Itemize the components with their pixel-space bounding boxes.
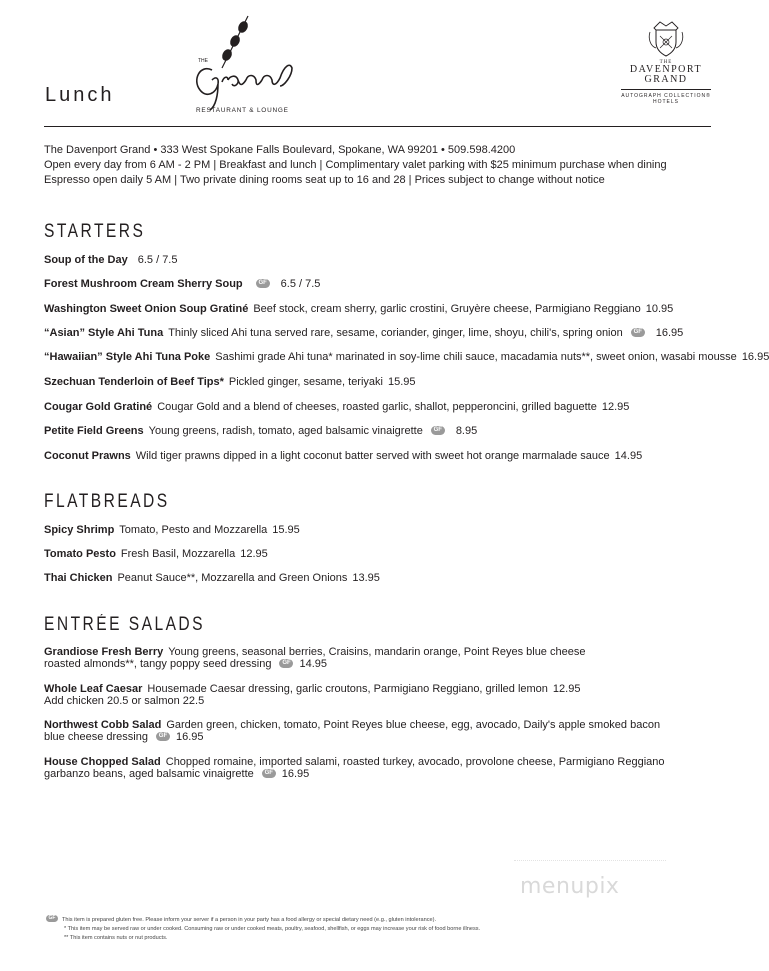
- item-price: 10.95: [645, 303, 674, 315]
- watermark-text: menupix: [520, 874, 620, 899]
- grand-logo-subtitle: RESTAURANT & LOUNGE: [196, 107, 289, 114]
- menu-item: [44, 401, 629, 413]
- menu-item: [44, 524, 300, 536]
- item-name: Spicy Shrimp: [44, 524, 115, 536]
- menu-item: [44, 327, 683, 339]
- item-description: Chopped romaine, imported salami, roasted turkey, avocado, provolone cheese, Parmigiano Reggiano: [165, 756, 665, 768]
- item-description: Tomato, Pesto and Mozzarella: [119, 524, 268, 536]
- davenport-grand-logo: [618, 18, 714, 120]
- item-name: Coconut Prawns: [44, 450, 131, 462]
- item-description-line2: garbanzo beans, aged balsamic vinaigrette: [44, 768, 254, 780]
- item-description: Pickled ginger, sesame, teriyaki: [228, 376, 383, 388]
- info-address: The Davenport Grand • 333 West Spokane Falls Boulevard, Spokane, WA 99201 • 509.598.4200: [44, 144, 516, 156]
- item-price: 12.95: [601, 401, 630, 413]
- hotel-logo-line2: GRAND: [644, 74, 688, 85]
- item-addons: Add chicken 20.5 or salmon 22.5: [44, 695, 205, 707]
- footnote-raw: * This item may be served raw or under cooked. Consuming raw or under cooked meats, poultry, seafood, shellfish, or eggs may increase your risk of food borne illness.: [64, 926, 481, 932]
- hotel-logo-hotels: HOTELS: [652, 99, 679, 105]
- menu-item: [44, 425, 477, 437]
- item-description: Wild tiger prawns dipped in a light coconut batter served with sweet hot orange marmalade sauce: [135, 450, 610, 462]
- item-price: 12.95: [240, 548, 268, 560]
- item-description: Cougar Gold and a blend of cheeses, roasted garlic, shallot, pepperoncini, grilled baguette: [157, 401, 597, 413]
- menu-item: [44, 303, 673, 315]
- footnote-nuts: ** This item contains nuts or nut products.: [64, 935, 168, 941]
- gluten-free-icon: GF: [156, 732, 170, 741]
- info-hours: Open every day from 6 AM - 2 PM | Breakfast and lunch | Complimentary valet parking with $25 minimum purchase when dining: [44, 159, 667, 171]
- menu-item: [44, 278, 320, 290]
- item-description-continued: [44, 768, 665, 780]
- item-description: Thinly sliced Ahi tuna served rare, sesame, coriander, ginger, lime, shoyu, chili's, spring onion: [168, 327, 623, 339]
- item-price: 16.95: [175, 731, 204, 743]
- item-description: Young greens, radish, tomato, aged balsamic vinaigrette: [148, 425, 423, 437]
- info-espresso: Espresso open daily 5 AM | Two private dining rooms seat up to 16 and 28 | Prices subject to change without notice: [44, 174, 605, 186]
- section-title-starters: STARTERS: [44, 221, 146, 242]
- hotel-logo-divider: [621, 89, 711, 90]
- menu-item: [44, 572, 380, 584]
- hotel-logo-line1: DAVENPORT: [629, 64, 703, 75]
- item-name: Tomato Pesto: [44, 548, 116, 560]
- section-title-flatbreads: FLATBREADS: [44, 491, 170, 512]
- gluten-free-icon: GF: [631, 328, 645, 337]
- restaurant-info: [44, 143, 711, 188]
- section-title-entree-salads: ENTRÉE SALADS: [44, 614, 205, 635]
- item-name: Forest Mushroom Cream Sherry Soup: [44, 278, 243, 290]
- item-description: Housemade Caesar dressing, garlic croutons, Parmigiano Reggiano, grilled lemon: [147, 683, 548, 695]
- item-description: Fresh Basil, Mozzarella: [120, 548, 236, 560]
- item-name: Washington Sweet Onion Soup Gratiné: [44, 303, 249, 315]
- item-name: Cougar Gold Gratiné: [44, 401, 153, 413]
- grand-restaurant-logo: [186, 10, 316, 116]
- menu-item: [44, 450, 642, 462]
- item-description-line2: roasted almonds**, tangy poppy seed dressing: [44, 658, 272, 670]
- gluten-free-icon: GF: [279, 659, 293, 668]
- gluten-free-icon: GF: [46, 915, 58, 922]
- item-price: 6.5 / 7.5: [137, 254, 178, 266]
- header-divider: [44, 126, 711, 127]
- item-name: Northwest Cobb Salad: [44, 719, 162, 731]
- item-price: 16.95: [281, 768, 310, 780]
- item-price: 15.95: [272, 524, 300, 536]
- menu-item: [44, 756, 665, 780]
- menu-footnotes: [46, 916, 480, 943]
- menu-item: [44, 376, 416, 388]
- menu-item: [44, 254, 178, 266]
- item-description: Sashimi grade Ahi tuna* marinated in soy-lime chili sauce, macadamia nuts**, sweet onion, wasabi mousse: [215, 351, 737, 363]
- footnote-gluten-free: [46, 916, 480, 925]
- item-name: “Hawaiian” Style Ahi Tuna Poke: [44, 351, 211, 363]
- hotel-crest-icon: [646, 18, 686, 58]
- item-price: 16.95: [741, 351, 769, 363]
- gluten-free-icon: GF: [431, 426, 445, 435]
- watermark-dotted-line: [514, 860, 666, 861]
- item-name: Szechuan Tenderloin of Beef Tips*: [44, 376, 224, 388]
- item-price: 14.95: [299, 658, 328, 670]
- menu-item: [44, 548, 268, 560]
- hotel-logo-collection: AUTOGRAPH COLLECTION®: [621, 93, 711, 99]
- item-price: 6.5 / 7.5: [280, 278, 321, 290]
- hotel-logo-the: THE: [659, 60, 673, 65]
- item-description-line2: blue cheese dressing: [44, 731, 148, 743]
- item-description: Peanut Sauce**, Mozzarella and Green Onions: [117, 572, 348, 584]
- item-price: 15.95: [387, 376, 416, 388]
- item-name: “Asian” Style Ahi Tuna: [44, 327, 164, 339]
- item-name: Whole Leaf Caesar: [44, 683, 143, 695]
- item-name: House Chopped Salad: [44, 756, 161, 768]
- menu-title: Lunch: [45, 84, 115, 106]
- item-price: 8.95: [455, 425, 478, 437]
- item-price: 12.95: [552, 683, 581, 695]
- grand-logo-the: THE: [198, 58, 208, 64]
- gluten-free-icon: GF: [256, 279, 270, 288]
- item-price: 13.95: [352, 572, 380, 584]
- item-description: Young greens, seasonal berries, Craisins, mandarin orange, Point Reyes blue cheese: [168, 646, 586, 658]
- item-name: Petite Field Greens: [44, 425, 144, 437]
- footnote-gf-text: This item is prepared gluten free. Please inform your server if a person in your party has a food allergy or special dietary need (e.g., gluten intolerance).: [62, 917, 437, 923]
- item-price: 14.95: [614, 450, 643, 462]
- item-description: Beef stock, cream sherry, garlic crostini, Gruyère cheese, Parmigiano Reggiano: [253, 303, 641, 315]
- item-price: 16.95: [655, 327, 684, 339]
- item-name: Grandiose Fresh Berry: [44, 646, 164, 658]
- menu-item: [44, 646, 585, 670]
- menupix-watermark: [514, 858, 666, 910]
- gluten-free-icon: GF: [262, 769, 276, 778]
- item-description: Garden green, chicken, tomato, Point Reyes blue cheese, egg, avocado, Daily's apple smoked bacon: [166, 719, 661, 731]
- item-description-continued: [44, 658, 585, 670]
- menu-header: [0, 0, 750, 130]
- item-name: Soup of the Day: [44, 254, 128, 266]
- menu-item: [44, 683, 580, 707]
- menu-item: [44, 351, 769, 363]
- menu-item: [44, 719, 660, 743]
- item-description-continued: [44, 731, 660, 743]
- item-name: Thai Chicken: [44, 572, 113, 584]
